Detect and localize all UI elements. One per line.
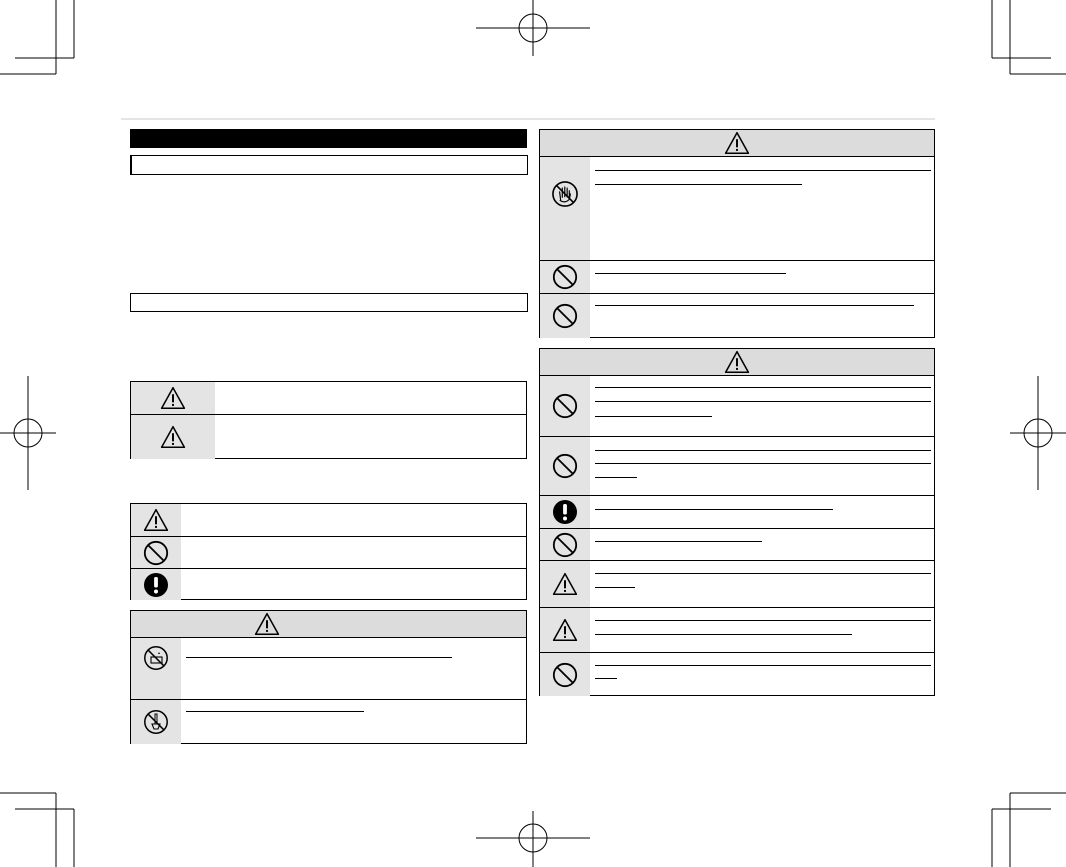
icon-cell xyxy=(540,157,590,260)
legend-row xyxy=(131,504,526,536)
prohibited-circle-icon xyxy=(552,303,578,329)
text-underline xyxy=(595,387,931,388)
icon-cell xyxy=(540,608,590,652)
icon-cell xyxy=(540,294,590,338)
warning-header xyxy=(131,611,526,638)
mandatory-exclamation-icon xyxy=(552,499,578,525)
warning-row xyxy=(131,699,526,744)
icon-cell xyxy=(540,437,590,495)
signal-word-row xyxy=(131,382,526,414)
prohibited-circle-icon xyxy=(552,662,578,688)
mandatory-exclamation-icon xyxy=(143,572,169,598)
warning-row xyxy=(131,638,526,699)
caution-row xyxy=(540,607,934,652)
caution-row xyxy=(540,560,934,607)
subheading-box xyxy=(130,293,528,312)
warning-triangle-icon xyxy=(724,131,750,155)
warning-triangle-icon xyxy=(552,618,578,642)
signal-word-table xyxy=(130,381,527,459)
icon-cell xyxy=(131,415,215,459)
symbol-legend-table xyxy=(130,503,527,600)
text-underline xyxy=(595,541,762,542)
text-underline xyxy=(595,509,833,510)
caution-row xyxy=(540,495,934,528)
warning-table xyxy=(539,129,935,338)
signal-word-row xyxy=(131,414,526,459)
warning-triangle-icon xyxy=(160,386,186,410)
icon-cell xyxy=(540,496,590,528)
text-underline xyxy=(595,678,617,679)
text-underline xyxy=(595,573,931,574)
icon-cell xyxy=(540,653,590,696)
icon-cell xyxy=(131,638,181,699)
text-underline xyxy=(595,665,931,666)
legend-row xyxy=(131,536,526,568)
prohibited-circle-icon xyxy=(552,393,578,419)
prohibited-circle-icon xyxy=(143,540,169,566)
caution-table xyxy=(539,348,935,696)
prohibited-circle-icon xyxy=(552,453,578,479)
icon-cell xyxy=(131,569,181,600)
text-underline xyxy=(595,477,637,478)
text-underline xyxy=(595,184,802,185)
warning-triangle-icon xyxy=(552,572,578,596)
no-water-icon xyxy=(143,645,169,671)
text-underline xyxy=(595,450,931,451)
text-underline xyxy=(595,305,914,306)
icon-cell xyxy=(540,561,590,607)
caution-row xyxy=(540,528,934,560)
warning-triangle-icon xyxy=(143,508,169,532)
warning-triangle-icon xyxy=(160,425,186,449)
prohibited-circle-icon xyxy=(552,532,578,558)
prohibited-circle-icon xyxy=(552,264,578,290)
no-touch-hand-icon xyxy=(551,180,579,208)
warning-triangle-icon xyxy=(724,350,750,374)
text-underline xyxy=(595,620,931,621)
caution-row xyxy=(540,376,934,436)
caution-row xyxy=(540,436,934,495)
text-underline xyxy=(595,463,931,464)
warning-triangle-icon xyxy=(254,612,280,636)
warning-table xyxy=(130,610,527,744)
icon-cell xyxy=(131,537,181,568)
text-underline xyxy=(595,401,931,402)
text-underline xyxy=(595,273,786,274)
no-disassemble-icon xyxy=(143,709,169,735)
text-underline xyxy=(595,634,852,635)
text-underline xyxy=(595,587,635,588)
icon-cell xyxy=(131,382,215,414)
caution-row xyxy=(540,652,934,696)
warning-row xyxy=(540,260,934,293)
icon-cell xyxy=(540,376,590,436)
subheading-box xyxy=(130,155,528,175)
text-underline xyxy=(186,711,364,712)
text-underline xyxy=(595,170,931,171)
warning-row xyxy=(540,157,934,260)
icon-cell xyxy=(131,700,181,744)
icon-cell xyxy=(131,504,181,536)
warning-row xyxy=(540,293,934,338)
text-underline xyxy=(186,657,452,658)
icon-cell xyxy=(540,529,590,560)
text-underline xyxy=(595,416,712,417)
caution-header xyxy=(540,349,934,376)
section-title-bar xyxy=(130,129,527,148)
legend-row xyxy=(131,568,526,600)
warning-header xyxy=(540,130,934,157)
icon-cell xyxy=(540,261,590,293)
